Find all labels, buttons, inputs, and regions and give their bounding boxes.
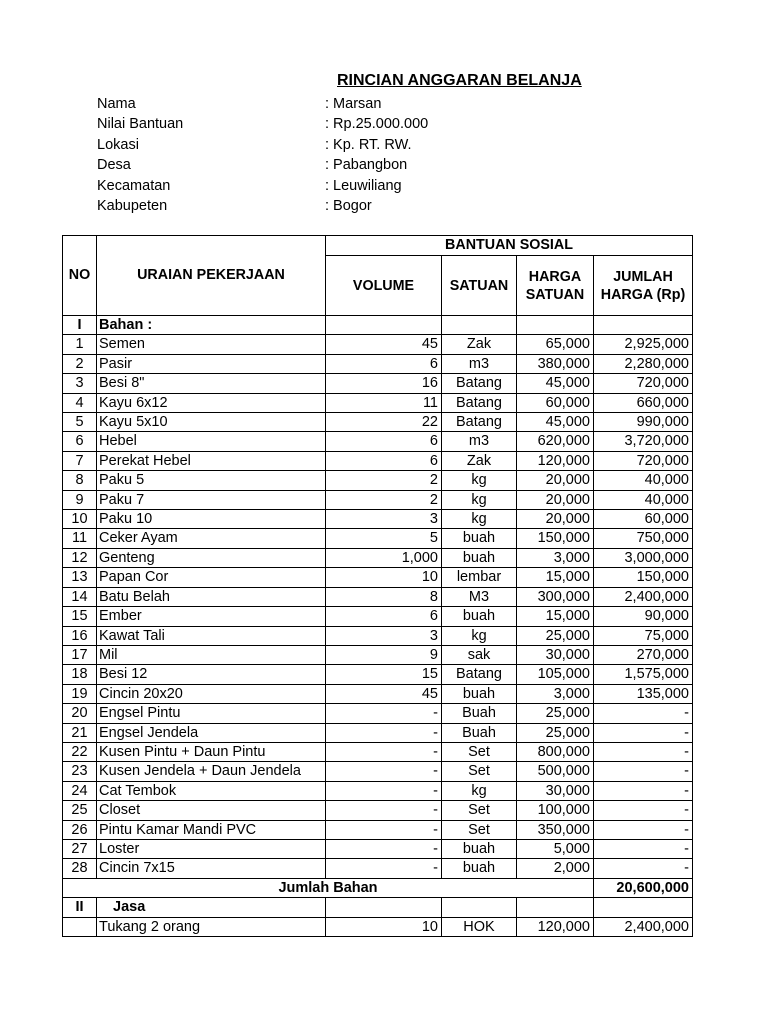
item-volume: 45 <box>326 335 442 354</box>
item-description: Loster <box>97 839 326 858</box>
item-volume: 3 <box>326 626 442 645</box>
item-description: Engsel Jendela <box>97 723 326 742</box>
item-total-price: - <box>594 781 693 800</box>
item-unit: buah <box>442 529 517 548</box>
item-unit-price: 30,000 <box>517 645 594 664</box>
item-description: Besi 8" <box>97 374 326 393</box>
item-number: 5 <box>63 413 97 432</box>
table-row <box>63 801 693 820</box>
item-unit-price: 380,000 <box>517 354 594 373</box>
item-total-price: - <box>594 859 693 878</box>
item-unit: kg <box>442 626 517 645</box>
item-unit-price: 65,000 <box>517 335 594 354</box>
item-volume: 6 <box>326 607 442 626</box>
item-unit: Batang <box>442 393 517 412</box>
item-description: Paku 7 <box>97 490 326 509</box>
item-total-price: 75,000 <box>594 626 693 645</box>
item-description: Kayu 6x12 <box>97 393 326 412</box>
item-number: 10 <box>63 510 97 529</box>
item-unit: Buah <box>442 723 517 742</box>
item-number: 18 <box>63 665 97 684</box>
item-volume: - <box>326 781 442 800</box>
item-total-price: - <box>594 704 693 723</box>
section-number: II <box>63 898 97 917</box>
info-value: : Kp. RT. RW. <box>325 136 412 153</box>
table-row <box>63 393 693 412</box>
table-row <box>63 374 693 393</box>
table-row <box>63 413 693 432</box>
item-unit-price: 45,000 <box>517 374 594 393</box>
section-number: I <box>63 316 97 335</box>
item-total-price: 40,000 <box>594 471 693 490</box>
table-row <box>63 529 693 548</box>
item-unit: Buah <box>442 704 517 723</box>
table-row <box>63 490 693 509</box>
item-unit: Batang <box>442 413 517 432</box>
item-number: 20 <box>63 704 97 723</box>
item-total-price: 720,000 <box>594 451 693 470</box>
item-total-price: 2,400,000 <box>594 587 693 606</box>
item-volume: - <box>326 801 442 820</box>
item-unit: M3 <box>442 587 517 606</box>
item-volume: 1,000 <box>326 548 442 567</box>
item-unit: kg <box>442 490 517 509</box>
item-total-price: 660,000 <box>594 393 693 412</box>
total-value: 20,600,000 <box>594 878 693 897</box>
item-total-price: 135,000 <box>594 684 693 703</box>
item-unit-price: 300,000 <box>517 587 594 606</box>
item-number: 26 <box>63 820 97 839</box>
item-description: Batu Belah <box>97 587 326 606</box>
item-volume: 6 <box>326 451 442 470</box>
table-row <box>63 568 693 587</box>
item-volume: 11 <box>326 393 442 412</box>
item-number: 15 <box>63 607 97 626</box>
item-volume: 6 <box>326 432 442 451</box>
item-number: 13 <box>63 568 97 587</box>
item-unit-price: 620,000 <box>517 432 594 451</box>
item-number: 14 <box>63 587 97 606</box>
item-total-price: 720,000 <box>594 374 693 393</box>
item-total-price: - <box>594 742 693 761</box>
info-label: Kabupeten <box>97 197 168 214</box>
item-total-price: 3,720,000 <box>594 432 693 451</box>
item-number: 8 <box>63 471 97 490</box>
item-unit: Set <box>442 820 517 839</box>
table-row <box>63 859 693 878</box>
item-description: Papan Cor <box>97 568 326 587</box>
item-description: Hebel <box>97 432 326 451</box>
item-unit-price: 45,000 <box>517 413 594 432</box>
table-row <box>63 665 693 684</box>
item-total-price: - <box>594 723 693 742</box>
header-volume: VOLUME <box>326 256 442 316</box>
item-volume: 10 <box>326 917 442 936</box>
item-unit-price: 800,000 <box>517 742 594 761</box>
item-number <box>63 917 97 936</box>
table-row <box>63 626 693 645</box>
item-volume: 9 <box>326 645 442 664</box>
item-description: Closet <box>97 801 326 820</box>
table-row <box>63 742 693 761</box>
table-row <box>63 704 693 723</box>
item-number: 2 <box>63 354 97 373</box>
table-row <box>63 762 693 781</box>
item-description: Kayu 5x10 <box>97 413 326 432</box>
item-unit: m3 <box>442 354 517 373</box>
item-description: Genteng <box>97 548 326 567</box>
item-description: Kusen Pintu + Daun Pintu <box>97 742 326 761</box>
item-total-price: 2,400,000 <box>594 917 693 936</box>
item-unit-price: 20,000 <box>517 510 594 529</box>
item-description: Pintu Kamar Mandi PVC <box>97 820 326 839</box>
item-unit-price: 30,000 <box>517 781 594 800</box>
item-volume: 45 <box>326 684 442 703</box>
item-unit-price: 15,000 <box>517 568 594 587</box>
item-unit: kg <box>442 781 517 800</box>
item-unit-price: 3,000 <box>517 548 594 567</box>
table-row <box>63 510 693 529</box>
header-no: NO <box>63 236 97 316</box>
table-row <box>63 723 693 742</box>
item-number: 17 <box>63 645 97 664</box>
item-total-price: - <box>594 820 693 839</box>
item-volume: - <box>326 742 442 761</box>
header-jumlah-line1: JUMLAH <box>613 268 673 285</box>
section-row-jasa <box>63 898 693 917</box>
table-row <box>63 335 693 354</box>
item-unit: Batang <box>442 374 517 393</box>
item-unit: m3 <box>442 432 517 451</box>
item-description: Cincin 20x20 <box>97 684 326 703</box>
item-description: Tukang 2 orang <box>97 917 326 936</box>
info-label: Kecamatan <box>97 177 171 194</box>
item-unit-price: 5,000 <box>517 839 594 858</box>
header-harga-line1: HARGA <box>528 268 582 285</box>
item-volume: - <box>326 820 442 839</box>
table-row <box>63 607 693 626</box>
item-total-price: 2,280,000 <box>594 354 693 373</box>
item-volume: - <box>326 859 442 878</box>
item-volume: 3 <box>326 510 442 529</box>
item-volume: 5 <box>326 529 442 548</box>
item-number: 24 <box>63 781 97 800</box>
item-description: Engsel Pintu <box>97 704 326 723</box>
item-description: Paku 5 <box>97 471 326 490</box>
info-label: Nama <box>97 96 136 112</box>
item-description: Pasir <box>97 354 326 373</box>
item-unit-price: 105,000 <box>517 665 594 684</box>
item-unit: Set <box>442 801 517 820</box>
table-row <box>63 354 693 373</box>
item-number: 21 <box>63 723 97 742</box>
item-volume: - <box>326 762 442 781</box>
item-unit: kg <box>442 510 517 529</box>
info-label: Nilai Bantuan <box>97 116 184 133</box>
table-row <box>63 820 693 839</box>
item-unit-price: 3,000 <box>517 684 594 703</box>
item-number: 22 <box>63 742 97 761</box>
item-description: Cat Tembok <box>97 781 326 800</box>
item-unit-price: 2,000 <box>517 859 594 878</box>
item-total-price: 90,000 <box>594 607 693 626</box>
item-volume: 22 <box>326 413 442 432</box>
table-row <box>63 839 693 858</box>
item-number: 12 <box>63 548 97 567</box>
table-row <box>63 451 693 470</box>
item-total-price: 3,000,000 <box>594 548 693 567</box>
item-number: 7 <box>63 451 97 470</box>
item-number: 23 <box>63 762 97 781</box>
total-label: Jumlah Bahan <box>63 878 594 897</box>
item-number: 11 <box>63 529 97 548</box>
item-description: Besi 12 <box>97 665 326 684</box>
table-row <box>63 471 693 490</box>
item-unit-price: 60,000 <box>517 393 594 412</box>
item-number: 9 <box>63 490 97 509</box>
table-row <box>63 917 693 936</box>
document-title: RINCIAN ANGGARAN BELANJA <box>337 72 582 89</box>
table-row <box>63 645 693 664</box>
item-number: 27 <box>63 839 97 858</box>
item-unit: Set <box>442 762 517 781</box>
item-volume: 16 <box>326 374 442 393</box>
header-harga-line2: SATUAN <box>525 286 585 303</box>
item-volume: 8 <box>326 587 442 606</box>
item-unit-price: 100,000 <box>517 801 594 820</box>
section-label: Bahan : <box>97 316 326 335</box>
item-number: 1 <box>63 335 97 354</box>
section-label: Jasa <box>97 898 326 917</box>
info-value: : Leuwiliang <box>325 177 402 194</box>
item-total-price: 1,575,000 <box>594 665 693 684</box>
info-value: : Marsan <box>325 96 382 112</box>
table-row <box>63 684 693 703</box>
item-unit: HOK <box>442 917 517 936</box>
item-volume: - <box>326 839 442 858</box>
table-row <box>63 781 693 800</box>
item-unit: kg <box>442 471 517 490</box>
item-volume: 2 <box>326 471 442 490</box>
item-number: 28 <box>63 859 97 878</box>
item-unit: Set <box>442 742 517 761</box>
item-unit-price: 150,000 <box>517 529 594 548</box>
item-unit: lembar <box>442 568 517 587</box>
item-number: 16 <box>63 626 97 645</box>
item-unit-price: 120,000 <box>517 451 594 470</box>
item-unit-price: 25,000 <box>517 723 594 742</box>
info-label: Desa <box>97 157 131 174</box>
info-label: Lokasi <box>97 136 139 153</box>
item-unit-price: 20,000 <box>517 490 594 509</box>
item-number: 19 <box>63 684 97 703</box>
header-harga-satuan <box>517 256 594 316</box>
table-row <box>63 432 693 451</box>
item-description: Perekat Hebel <box>97 451 326 470</box>
item-volume: 6 <box>326 354 442 373</box>
info-value: : Bogor <box>325 197 372 214</box>
item-description: Mil <box>97 645 326 664</box>
item-unit-price: 350,000 <box>517 820 594 839</box>
budget-table <box>62 235 693 937</box>
info-value: : Pabangbon <box>325 157 408 174</box>
item-number: 25 <box>63 801 97 820</box>
item-unit-price: 25,000 <box>517 626 594 645</box>
table-row <box>63 548 693 567</box>
info-value: : Rp.25.000.000 <box>325 116 429 133</box>
header-bantuan-sosial: BANTUAN SOSIAL <box>326 236 693 256</box>
table-row <box>63 587 693 606</box>
item-description: Kusen Jendela + Daun Jendela <box>97 762 326 781</box>
item-total-price: - <box>594 762 693 781</box>
item-volume: - <box>326 723 442 742</box>
item-total-price: 60,000 <box>594 510 693 529</box>
total-row-bahan <box>63 878 693 897</box>
item-description: Kawat Tali <box>97 626 326 645</box>
item-description: Paku 10 <box>97 510 326 529</box>
item-unit-price: 15,000 <box>517 607 594 626</box>
item-total-price: 990,000 <box>594 413 693 432</box>
item-unit: Batang <box>442 665 517 684</box>
item-volume: - <box>326 704 442 723</box>
header-jumlah-line2: HARGA (Rp) <box>600 286 686 303</box>
item-unit-price: 500,000 <box>517 762 594 781</box>
item-description: Ceker Ayam <box>97 529 326 548</box>
item-unit: Zak <box>442 335 517 354</box>
item-unit-price: 20,000 <box>517 471 594 490</box>
item-total-price: 270,000 <box>594 645 693 664</box>
item-total-price: 150,000 <box>594 568 693 587</box>
item-number: 6 <box>63 432 97 451</box>
item-unit: buah <box>442 684 517 703</box>
item-unit: buah <box>442 859 517 878</box>
header-uraian: URAIAN PEKERJAAN <box>97 236 326 316</box>
item-unit: buah <box>442 607 517 626</box>
item-unit: sak <box>442 645 517 664</box>
item-number: 3 <box>63 374 97 393</box>
item-unit: buah <box>442 839 517 858</box>
item-description: Cincin 7x15 <box>97 859 326 878</box>
item-total-price: - <box>594 839 693 858</box>
item-volume: 10 <box>326 568 442 587</box>
item-total-price: 2,925,000 <box>594 335 693 354</box>
item-description: Ember <box>97 607 326 626</box>
item-total-price: 40,000 <box>594 490 693 509</box>
item-description: Semen <box>97 335 326 354</box>
item-number: 4 <box>63 393 97 412</box>
item-volume: 2 <box>326 490 442 509</box>
section-row-bahan <box>63 316 693 335</box>
item-total-price: - <box>594 801 693 820</box>
item-unit-price: 25,000 <box>517 704 594 723</box>
header-satuan: SATUAN <box>442 256 517 316</box>
item-volume: 15 <box>326 665 442 684</box>
item-unit: Zak <box>442 451 517 470</box>
item-unit-price: 120,000 <box>517 917 594 936</box>
header-jumlah-harga <box>594 256 693 316</box>
item-total-price: 750,000 <box>594 529 693 548</box>
item-unit: buah <box>442 548 517 567</box>
